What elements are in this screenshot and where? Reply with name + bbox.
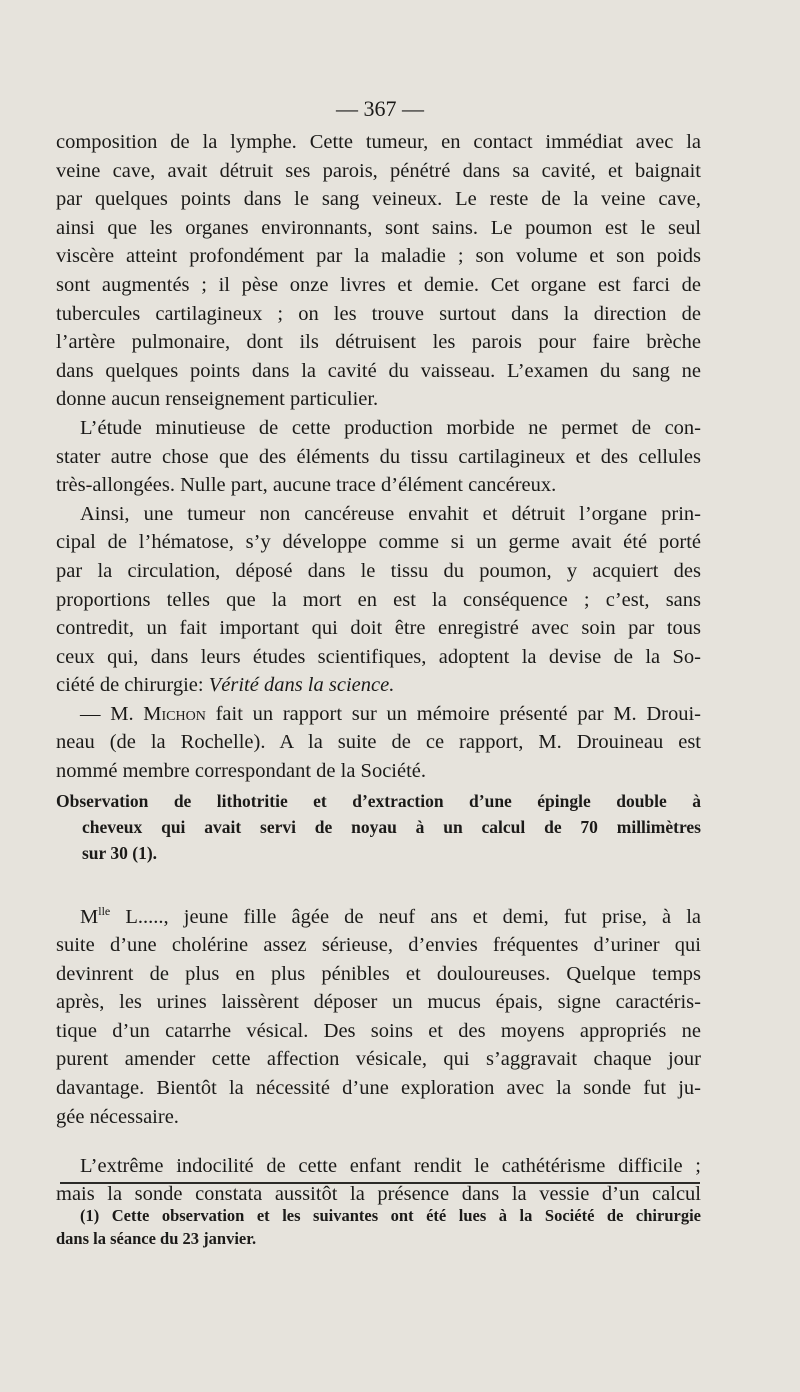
text-line: proportions telles que la mort en est la conséquence ; c’est, sans: [56, 588, 701, 611]
paragraph-4: [56, 700, 701, 786]
motto: Vérité dans la science.: [208, 674, 395, 697]
text-line: par quelques points dans le sang veineux. Le reste de la veine cave,: [56, 188, 701, 211]
text-line: tique d’un catarrhe vésical. Des soins et des moyens appropriés ne: [56, 1019, 701, 1042]
person-name: Michon: [143, 702, 206, 725]
footnote-line: dans la séance du 23 janvier.: [56, 1229, 257, 1248]
text-line: cipal de l’hématose, s’y développe comme si un germe avait été porté: [56, 531, 701, 554]
text-line: donne aucun renseignement particulier.: [56, 388, 379, 411]
text-line: neau (de la Rochelle). A la suite de ce rapport, M. Drouineau est: [56, 731, 701, 754]
text-line: viscère atteint profondément par la maladie ; son volume et son poids: [56, 245, 701, 268]
text-line: contredit, un fait important qui doit être enregistré avec soin par tous: [56, 617, 701, 640]
text-line: très-allongées. Nulle part, aucune trace d’élément cancéreux.: [56, 474, 557, 497]
text-line: [56, 903, 701, 932]
text-line: davantage. Bientôt la nécessité d’une exploration avec la sonde fut ju-: [56, 1077, 701, 1100]
observation-paragraph-1: [56, 903, 701, 1132]
text-fragment: fait un rapport sur un mémoire présenté par M. Droui-: [205, 702, 701, 725]
title-line: sur 30 (1).: [82, 843, 158, 863]
superscript: lle: [98, 903, 111, 918]
body-text: [56, 128, 701, 786]
text-fragment: M: [80, 905, 99, 928]
footnote-line: (1) Cette observation et les suivantes ont été lues à la Société de chirurgie: [80, 1206, 701, 1225]
text-line: stater autre chose que des éléments du tissu cartilagineux et des cellules: [56, 445, 701, 468]
text-line: [56, 700, 701, 729]
text-line: après, les urines laissèrent déposer un mucus épais, signe caractéris-: [56, 991, 701, 1014]
text-line: [56, 671, 701, 700]
footnote-divider: [60, 1182, 700, 1184]
text-line: L’étude minutieuse de cette production morbide ne permet de con-: [80, 416, 701, 439]
page-number: — 367 —: [336, 96, 424, 121]
text-line: l’artère pulmonaire, dont ils détruisent les parois pour faire brèche: [56, 331, 701, 354]
text-line: sont augmentés ; il pèse onze livres et demie. Cet organe est farci de: [56, 273, 701, 296]
text-fragment: — M.: [80, 702, 144, 725]
text-line: mais la sonde constata aussitôt la présence dans la vessie d’un calcul: [56, 1183, 701, 1206]
text-line: suite d’une cholérine assez sérieuse, d’envies fréquentes d’uriner qui: [56, 934, 701, 957]
text-line: dans quelques points dans la cavité du vaisseau. L’examen du sang ne: [56, 359, 701, 382]
text-fragment: L....., jeune fille âgée de neuf ans et demi, fut prise, à la: [110, 905, 701, 928]
text-line: Ainsi, une tumeur non cancéreuse envahit et détruit l’organe prin-: [80, 502, 701, 525]
title-line: cheveux qui avait servi de noyau à un calcul de 70 millimètres: [82, 817, 701, 837]
section-title: [56, 788, 701, 866]
footnote: [56, 1204, 701, 1250]
text-line: nommé membre correspondant de la Société.: [56, 760, 427, 783]
text-line: ceux qui, dans leurs études scientifiques, adoptent la devise de la So-: [56, 645, 701, 668]
text-line: veine cave, avait détruit ses parois, pénétré dans sa cavité, et baignait: [56, 159, 701, 182]
text-line: L’extrême indocilité de cette enfant rendit le cathétérisme difficile ;: [80, 1154, 701, 1177]
title-line: Observation de lithotritie et d’extraction d’une épingle double à: [56, 791, 701, 811]
paragraph-2: [56, 414, 701, 500]
text-line: composition de la lymphe. Cette tumeur, en contact immédiat avec la: [56, 131, 701, 153]
text-line: devinrent de plus en plus pénibles et douloureuses. Quelque temps: [56, 962, 701, 985]
text-line: par la circulation, déposé dans le tissu du poumon, y acquiert des: [56, 559, 701, 582]
text-fragment: ciété de chirurgie:: [56, 674, 209, 697]
text-line: gée nécessaire.: [56, 1105, 179, 1128]
paragraph-1: [56, 128, 701, 414]
text-line: ainsi que les organes environnants, sont sains. Le poumon est le seul: [56, 216, 701, 239]
text-line: purent amender cette affection vésicale, qui s’aggravait chaque jour: [56, 1048, 701, 1071]
paragraph-3: [56, 500, 701, 700]
text-line: tubercules cartilagineux ; on les trouve surtout dans la direction de: [56, 302, 701, 325]
observation-text: [56, 882, 701, 1229]
observation-paragraph-2: [56, 1152, 701, 1209]
